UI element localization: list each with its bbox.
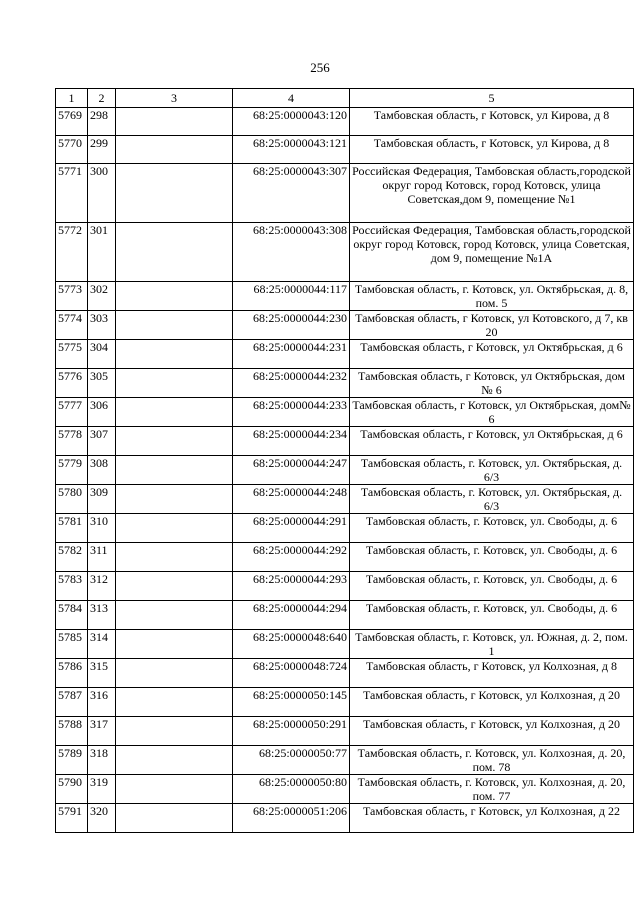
table-row (56, 456, 634, 485)
address-cell: Тамбовская область, г Котовск, ул Колхозная, д 20 (350, 717, 634, 746)
row-index-cell: 302 (88, 282, 116, 311)
address-cell: Тамбовская область, г Котовск, ул Колхозная, д 8 (350, 659, 634, 688)
address-cell: Российская Федерация, Тамбовская область,городской округ город Котовск, город Котовск, улица Советская,дом 9, помещение №1 (350, 164, 634, 223)
row-index-cell: 306 (88, 398, 116, 427)
row-index-cell: 317 (88, 717, 116, 746)
empty-cell (116, 136, 233, 164)
column-header-1: 1 (56, 89, 88, 108)
row-number-cell: 5784 (56, 601, 88, 630)
row-index-cell: 315 (88, 659, 116, 688)
cadastral-number-cell: 68:25:0000044:294 (233, 601, 350, 630)
table-row (56, 485, 634, 514)
table-row (56, 775, 634, 804)
table-row (56, 746, 634, 775)
table-row (56, 340, 634, 369)
row-number-cell: 5788 (56, 717, 88, 746)
empty-cell (116, 108, 233, 136)
table-row (56, 108, 634, 136)
row-number-cell: 5769 (56, 108, 88, 136)
address-cell: Тамбовская область, г. Котовск, ул. Свободы, д. 6 (350, 572, 634, 601)
table-row (56, 572, 634, 601)
table-row (56, 311, 634, 340)
empty-cell (116, 427, 233, 456)
empty-cell (116, 659, 233, 688)
cadastral-number-cell: 68:25:0000044:232 (233, 369, 350, 398)
address-cell: Тамбовская область, г. Котовск, ул. Октябрьская, д. 8, пом. 5 (350, 282, 634, 311)
row-index-cell: 319 (88, 775, 116, 804)
empty-cell (116, 775, 233, 804)
address-cell: Тамбовская область, г. Котовск, ул. Колхозная, д. 20, пом. 77 (350, 775, 634, 804)
address-cell: Тамбовская область, г Котовск, ул Кирова, д 8 (350, 108, 634, 136)
address-cell: Тамбовская область, г. Котовск, ул. Свободы, д. 6 (350, 543, 634, 572)
row-number-cell: 5787 (56, 688, 88, 717)
table-row (56, 717, 634, 746)
table-row (56, 282, 634, 311)
empty-cell (116, 369, 233, 398)
row-number-cell: 5771 (56, 164, 88, 223)
table-row (56, 398, 634, 427)
empty-cell (116, 398, 233, 427)
cadastral-number-cell: 68:25:0000044:233 (233, 398, 350, 427)
cadastral-number-cell: 68:25:0000043:121 (233, 136, 350, 164)
table-row (56, 223, 634, 282)
empty-cell (116, 282, 233, 311)
row-index-cell: 311 (88, 543, 116, 572)
table-row (56, 659, 634, 688)
row-index-cell: 313 (88, 601, 116, 630)
cadastral-number-cell: 68:25:0000050:77 (233, 746, 350, 775)
empty-cell (116, 485, 233, 514)
address-cell: Тамбовская область, г. Котовск, ул. Октябрьская, д. 6/3 (350, 485, 634, 514)
table-row (56, 136, 634, 164)
address-cell: Тамбовская область, г Котовск, ул Колхозная, д 22 (350, 804, 634, 833)
empty-cell (116, 572, 233, 601)
column-header-2: 2 (88, 89, 116, 108)
row-index-cell: 304 (88, 340, 116, 369)
empty-cell (116, 746, 233, 775)
empty-cell (116, 717, 233, 746)
address-cell: Тамбовская область, г Котовск, ул Кирова, д 8 (350, 136, 634, 164)
cadastral-number-cell: 68:25:0000044:230 (233, 311, 350, 340)
empty-cell (116, 340, 233, 369)
row-index-cell: 312 (88, 572, 116, 601)
address-cell: Тамбовская область, г Котовск, ул Октябрьская, дом № 6 (350, 369, 634, 398)
row-number-cell: 5775 (56, 340, 88, 369)
row-number-cell: 5791 (56, 804, 88, 833)
address-cell: Тамбовская область, г Котовск, ул Колхозная, д 20 (350, 688, 634, 717)
cadastral-number-cell: 68:25:0000044:293 (233, 572, 350, 601)
empty-cell (116, 456, 233, 485)
table-row (56, 543, 634, 572)
empty-cell (116, 543, 233, 572)
row-number-cell: 5786 (56, 659, 88, 688)
cadastral-number-cell: 68:25:0000044:234 (233, 427, 350, 456)
row-index-cell: 299 (88, 136, 116, 164)
cadastral-number-cell: 68:25:0000044:248 (233, 485, 350, 514)
table-row (56, 630, 634, 659)
row-number-cell: 5779 (56, 456, 88, 485)
cadastral-number-cell: 68:25:0000043:308 (233, 223, 350, 282)
row-number-cell: 5774 (56, 311, 88, 340)
cadastral-number-cell: 68:25:0000043:120 (233, 108, 350, 136)
cadastral-number-cell: 68:25:0000050:145 (233, 688, 350, 717)
row-index-cell: 303 (88, 311, 116, 340)
table-row (56, 514, 634, 543)
row-number-cell: 5778 (56, 427, 88, 456)
row-index-cell: 309 (88, 485, 116, 514)
row-number-cell: 5772 (56, 223, 88, 282)
registry-table (55, 88, 634, 833)
row-index-cell: 308 (88, 456, 116, 485)
row-index-cell: 298 (88, 108, 116, 136)
row-number-cell: 5780 (56, 485, 88, 514)
cadastral-number-cell: 68:25:0000050:291 (233, 717, 350, 746)
row-index-cell: 318 (88, 746, 116, 775)
row-number-cell: 5770 (56, 136, 88, 164)
empty-cell (116, 804, 233, 833)
table-row (56, 164, 634, 223)
address-cell: Тамбовская область, г. Котовск, ул. Свободы, д. 6 (350, 514, 634, 543)
address-cell: Тамбовская область, г. Котовск, ул. Южная, д. 2, пом. 1 (350, 630, 634, 659)
address-cell: Тамбовская область, г Котовск, ул Котовского, д 7, кв 20 (350, 311, 634, 340)
row-number-cell: 5789 (56, 746, 88, 775)
empty-cell (116, 601, 233, 630)
row-number-cell: 5783 (56, 572, 88, 601)
row-number-cell: 5773 (56, 282, 88, 311)
row-number-cell: 5790 (56, 775, 88, 804)
address-cell: Тамбовская область, г Котовск, ул Октябрьская, дом№ 6 (350, 398, 634, 427)
cadastral-number-cell: 68:25:0000044:291 (233, 514, 350, 543)
table-row (56, 601, 634, 630)
row-index-cell: 307 (88, 427, 116, 456)
row-index-cell: 320 (88, 804, 116, 833)
address-cell: Тамбовская область, г. Котовск, ул. Колхозная, д. 20, пом. 78 (350, 746, 634, 775)
row-number-cell: 5785 (56, 630, 88, 659)
column-header-4: 4 (233, 89, 350, 108)
page-number: 256 (310, 60, 330, 75)
cadastral-number-cell: 68:25:0000044:292 (233, 543, 350, 572)
address-cell: Тамбовская область, г. Котовск, ул. Свободы, д. 6 (350, 601, 634, 630)
row-index-cell: 310 (88, 514, 116, 543)
table-body (56, 108, 634, 833)
address-cell: Тамбовская область, г Котовск, ул Октябрьская, д 6 (350, 340, 634, 369)
column-header-3: 3 (116, 89, 233, 108)
address-cell: Тамбовская область, г. Котовск, ул. Октябрьская, д. 6/3 (350, 456, 634, 485)
table-row (56, 427, 634, 456)
empty-cell (116, 514, 233, 543)
row-index-cell: 305 (88, 369, 116, 398)
address-cell: Российская Федерация, Тамбовская область,городской округ город Котовск, город Котовск, улица Советская, дом 9, помещение №1А (350, 223, 634, 282)
row-index-cell: 300 (88, 164, 116, 223)
cadastral-number-cell: 68:25:0000050:80 (233, 775, 350, 804)
cadastral-number-cell: 68:25:0000044:231 (233, 340, 350, 369)
row-number-cell: 5781 (56, 514, 88, 543)
row-number-cell: 5776 (56, 369, 88, 398)
empty-cell (116, 223, 233, 282)
table-row (56, 804, 634, 833)
row-index-cell: 314 (88, 630, 116, 659)
table-row (56, 369, 634, 398)
cadastral-number-cell: 68:25:0000044:117 (233, 282, 350, 311)
column-header-5: 5 (350, 89, 634, 108)
cadastral-number-cell: 68:25:0000043:307 (233, 164, 350, 223)
table-row (56, 688, 634, 717)
cadastral-number-cell: 68:25:0000044:247 (233, 456, 350, 485)
empty-cell (116, 164, 233, 223)
table-header-row (56, 89, 634, 108)
row-index-cell: 316 (88, 688, 116, 717)
empty-cell (116, 688, 233, 717)
cadastral-number-cell: 68:25:0000048:640 (233, 630, 350, 659)
cadastral-number-cell: 68:25:0000048:724 (233, 659, 350, 688)
empty-cell (116, 630, 233, 659)
row-number-cell: 5782 (56, 543, 88, 572)
row-number-cell: 5777 (56, 398, 88, 427)
address-cell: Тамбовская область, г Котовск, ул Октябрьская, д 6 (350, 427, 634, 456)
cadastral-number-cell: 68:25:0000051:206 (233, 804, 350, 833)
empty-cell (116, 311, 233, 340)
row-index-cell: 301 (88, 223, 116, 282)
